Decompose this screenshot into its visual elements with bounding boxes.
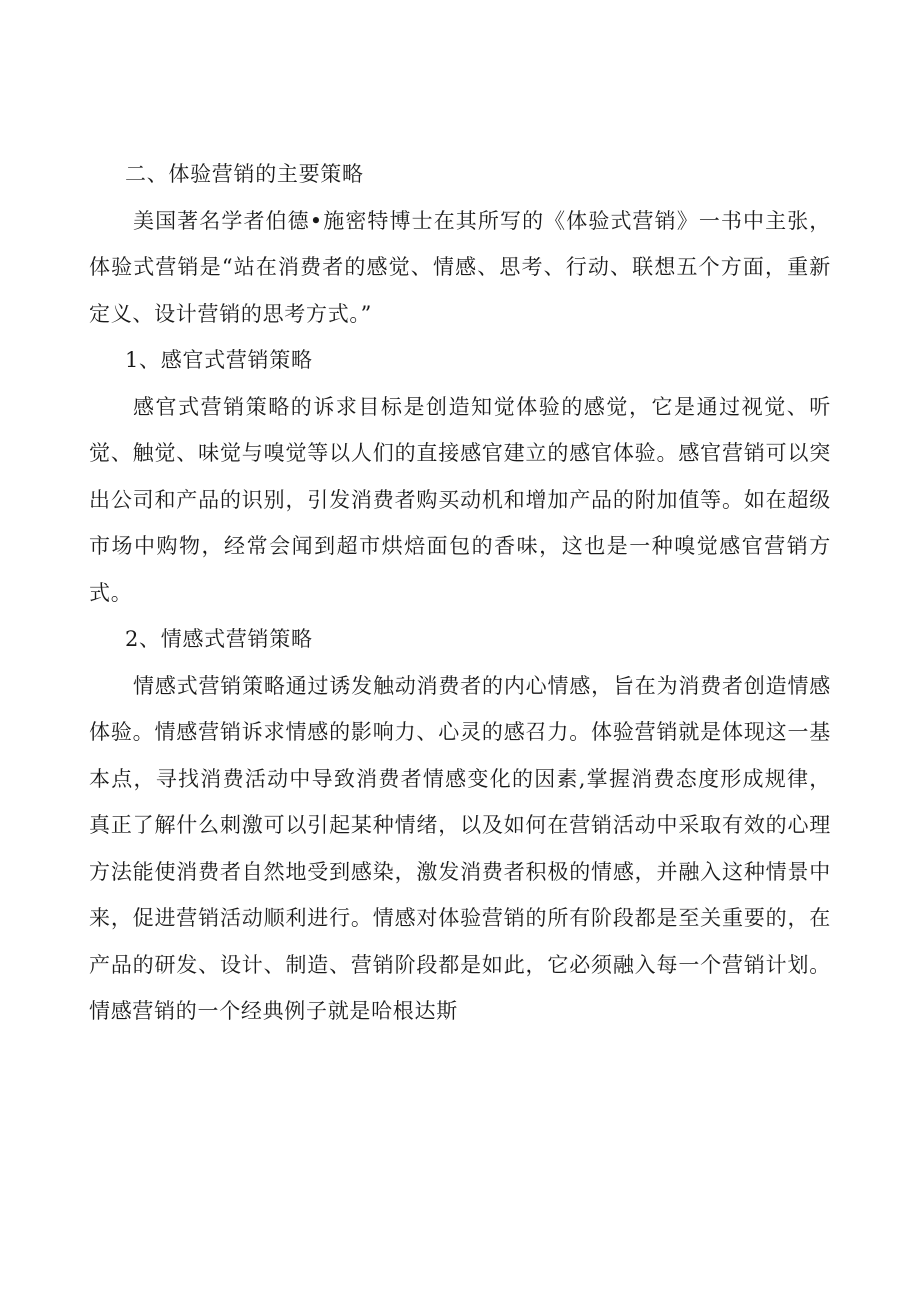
body-paragraph: 感官式营销策略的诉求目标是创造知觉体验的感觉，它是通过视觉、听觉、触觉、味觉与嗅觉等以人们的直接感官建立的感官体验。感官营销可以突出公司和产品的识别，引发消费者购买动机和增加产品的附加值等。如在超级市场中购物，经常会闻到超市烘焙面包的香味，这也是一种嗅觉感官营销方式。 bbox=[89, 394, 831, 605]
body-paragraph: 情感式营销策略通过诱发触动消费者的内心情感，旨在为消费者创造情感体验。情感营销诉求情感的影响力、心灵的感召力。体验营销就是体现这一基本点，寻找消费活动中导致消费者情感变化的因素,掌握消费态度形成规律，真正了解什么刺激可以引起某种情绪，以及如何在营销活动中采取有效的心理方法能使消费者自然地受到感染，激发消费者积极的情感，并融入这种情景中来，促进营销活动顺利进行。情感对体验营销的所有阶段都是至关重要的，在产品的研发、设计、制造、营销阶段都是如此，它必须融入每一个营销计划。情感营销的一个经典例子就是哈根达斯 bbox=[89, 673, 831, 1023]
section-heading: 二、体验营销的主要策略 bbox=[125, 162, 364, 186]
body-paragraph: 美国著名学者伯德•施密特博士在其所写的《体验式营销》一书中主张，体验式营销是“站在消费者的感觉、情感、思考、行动、联想五个方面，重新定义、设计营销的思考方式。” bbox=[89, 208, 831, 326]
document-body bbox=[89, 151, 831, 1035]
subsection-heading: 1、感官式营销策略 bbox=[125, 348, 313, 372]
subsection-heading: 2、情感式营销策略 bbox=[125, 627, 313, 651]
